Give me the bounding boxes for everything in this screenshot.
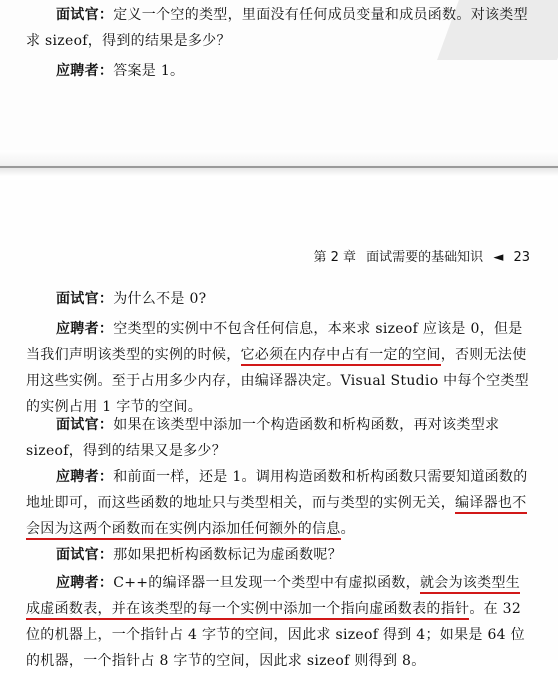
interviewer-label: 面试官： xyxy=(56,291,114,307)
previous-page-fragment xyxy=(0,0,558,150)
interviewer-label: 面试官： xyxy=(56,7,114,23)
question-text: 为什么不是 0? xyxy=(113,291,207,307)
question-text: 如果在该类型中添加一个构造函数和析构函数，再对该类型求 sizeof，得到的结果又是多少？ xyxy=(26,417,500,459)
answer-text: C++的编译器一旦发现一个类型中有虚拟函数， xyxy=(113,575,420,591)
question-why-not-zero xyxy=(26,286,532,312)
triangle-marker-icon: ◄ xyxy=(493,250,504,265)
answer-virtual-table xyxy=(26,570,532,674)
chapter-title: 面试需要的基础知识 xyxy=(366,250,484,265)
question-text: 那如果把析构函数标记为虚函数呢？ xyxy=(113,547,343,563)
candidate-label: 应聘者： xyxy=(56,469,114,485)
answer-text-rest: ，否则无法使用这些实例。至于占用多少内存，由编译器决定。Visual Studio 中每个空类型的实例占用 1 字节的空间。 xyxy=(26,347,529,415)
candidate-label: 应聘者： xyxy=(56,575,114,591)
interviewer-label: 面试官： xyxy=(56,547,114,563)
underlined-text: 编译器也不会因为这两个函数而在实例内添加任何额外的信息 xyxy=(26,495,527,540)
answer-constructor xyxy=(26,464,532,542)
question-text: 定义一个空的类型，里面没有任何成员变量和成员函数。对该类型求 sizeof，得到的结果是多少？ xyxy=(26,7,528,49)
answer-text-rest: 。 xyxy=(340,521,355,537)
underlined-text: 它必须在内存中占有一定的空间 xyxy=(241,347,441,366)
chapter-label: 第 2 章 xyxy=(313,250,357,265)
candidate-label: 应聘者： xyxy=(56,63,114,79)
running-header xyxy=(307,246,530,265)
page-separator xyxy=(0,150,558,180)
candidate-label: 应聘者： xyxy=(56,321,114,337)
answer-text: 答案是 1。 xyxy=(113,63,185,79)
answer-memory-space xyxy=(26,316,532,420)
interviewer-label: 面试官： xyxy=(56,417,114,433)
answer-text-rest: 。在 32 位的机器上，一个指针占 4 字节的空间，因此求 sizeof 得到 4；如果是 64 位的机器，一个指针占 8 字节的空间，因此求 sizeof 则得到 8。 xyxy=(26,601,525,669)
answer-text: 空类型的实例中不包含任何信息，本来求 sizeof 应该是 0，但是当我们声明该类型的实例的时候， xyxy=(26,321,523,363)
underlined-text: 就会为该类型生成虚函数表，并在该类型的每一个实例中添加一个指向虚函数表的指针 xyxy=(26,575,520,620)
question-constructor xyxy=(26,412,532,464)
page-separator-line xyxy=(0,166,558,168)
question-empty-type xyxy=(26,2,532,54)
answer-one xyxy=(26,58,532,84)
question-virtual-destructor xyxy=(26,542,532,568)
answer-text: 和前面一样，还是 1。调用构造函数和析构函数只需要知道函数的地址即可，而这些函数的地址只与类型相关，而与类型的实例无关， xyxy=(26,469,528,511)
page-number: 23 xyxy=(513,250,530,265)
